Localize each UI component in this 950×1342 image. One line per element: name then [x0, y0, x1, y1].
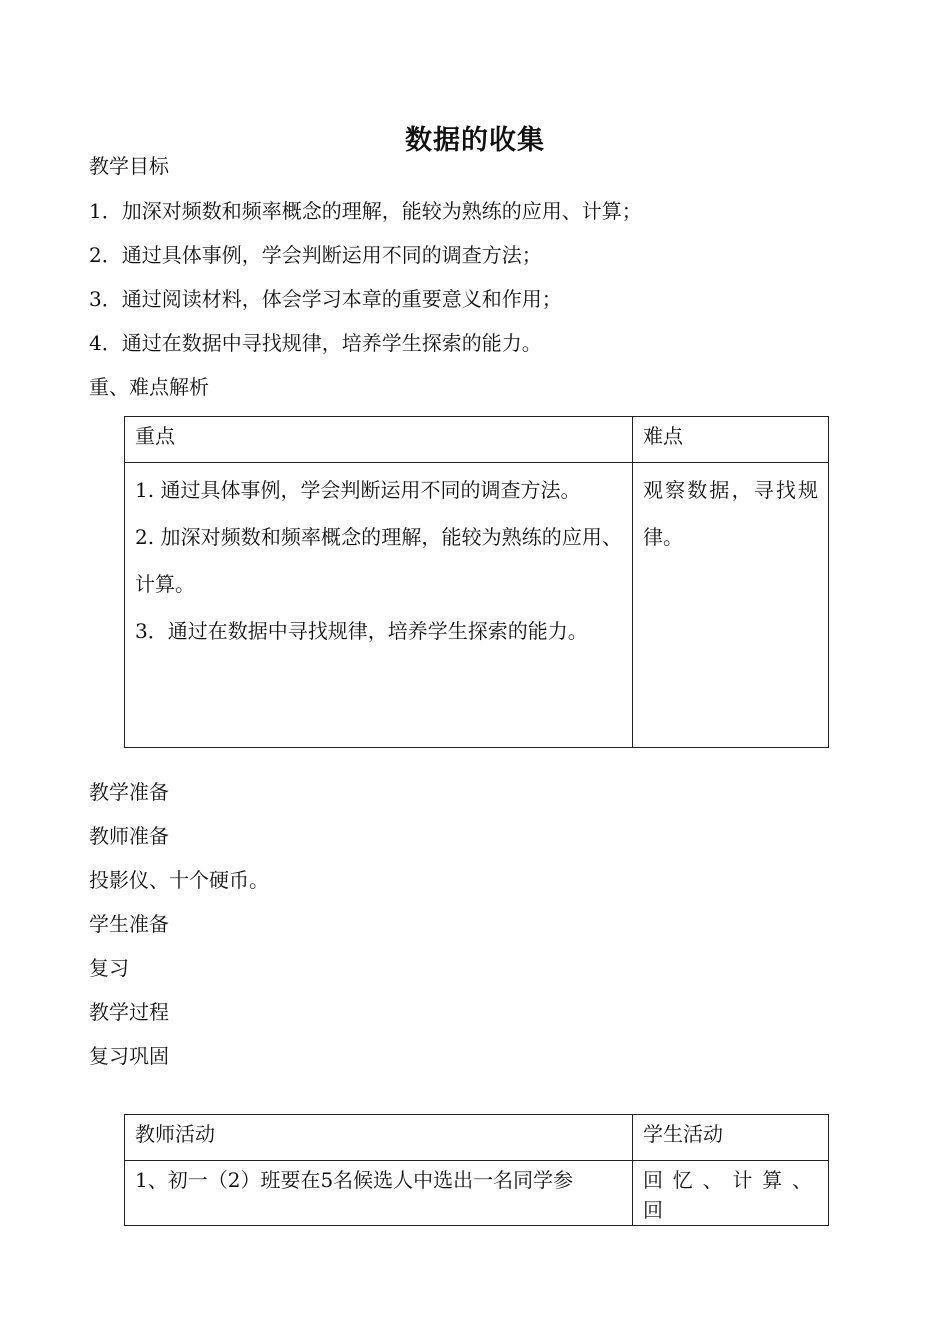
review-heading: 复习巩固: [89, 1044, 169, 1068]
process-header-row: [125, 1115, 829, 1161]
objective-item-3: 3．通过阅读材料，体会学习本章的重要意义和作用；: [89, 287, 562, 311]
objective-item-1: 1．加深对频数和频率概念的理解，能较为熟练的应用、计算；: [89, 199, 642, 223]
teacher-preparation-heading: 教师准备: [89, 824, 169, 848]
objective-item-4: 4．通过在数据中寻找规律，培养学生探索的能力。: [89, 331, 542, 355]
student-activity-header: 学生活动: [633, 1115, 829, 1161]
preparation-heading: 教学准备: [89, 780, 169, 804]
objective-item-2: 2．通过具体事例，学会判断运用不同的调查方法；: [89, 243, 542, 267]
key-point-2: 2. 加深对频数和频率概念的理解，能较为熟练的应用、计算。: [135, 525, 622, 596]
process-body-row: [125, 1161, 829, 1226]
teacher-activity-text: 1、初一（2）班要在5名候选人中选出一名同学参: [135, 1168, 574, 1192]
key-points-cell: [125, 463, 633, 748]
teacher-preparation-items: 投影仪、十个硬币。: [89, 868, 269, 892]
process-table: [124, 1114, 829, 1226]
key-point-1: 1. 通过具体事例，学会判断运用不同的调查方法。: [135, 478, 581, 502]
student-activity-cell: [633, 1161, 829, 1226]
key-points-heading: 重、难点解析: [89, 375, 209, 399]
difficulty-cell: [633, 463, 829, 748]
difficulty-text: 观察数据，寻找规律。: [643, 478, 818, 549]
teacher-activity-cell: [125, 1161, 633, 1226]
difficulty-column-header: 难点: [633, 417, 829, 463]
key-points-table: [124, 416, 829, 748]
student-preparation-heading: 学生准备: [89, 912, 169, 936]
teacher-activity-header: 教师活动: [125, 1115, 633, 1161]
key-column-header: 重点: [125, 417, 633, 463]
key-points-body-row: [125, 463, 829, 748]
key-points-header-row: [125, 417, 829, 463]
student-activity-text: 回忆、计算、回: [643, 1168, 818, 1222]
process-heading: 教学过程: [89, 1000, 169, 1024]
objectives-heading: 教学目标: [89, 154, 169, 178]
page-title: 数据的收集: [405, 125, 545, 156]
key-point-3: 3．通过在数据中寻找规律，培养学生探索的能力。: [135, 619, 588, 643]
student-preparation-items: 复习: [89, 956, 129, 980]
